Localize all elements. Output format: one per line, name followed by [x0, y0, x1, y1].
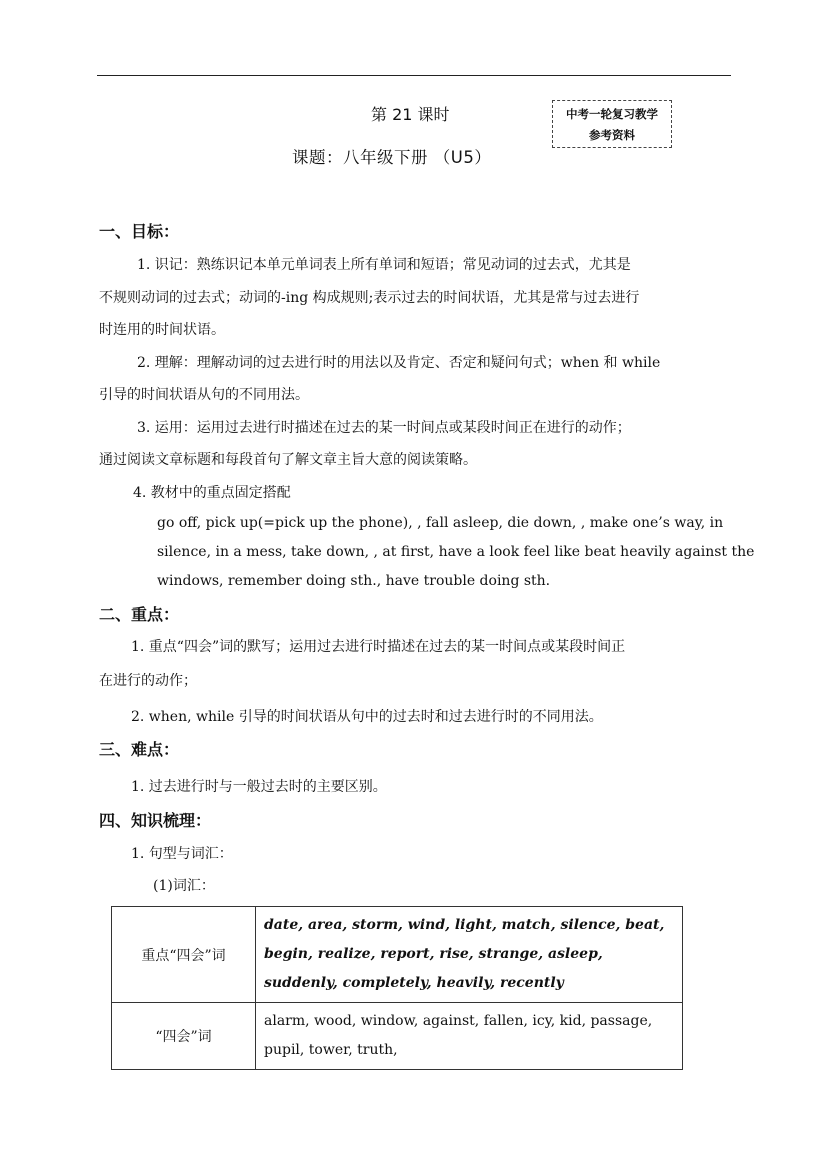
- header-rule: [97, 75, 731, 76]
- lesson-subject: 课题：八年级下册 （U5）: [292, 148, 492, 167]
- vocab-row-label: “四会”词: [112, 1003, 256, 1070]
- goal-4-line-2: silence, in a mess, take down, , at first, have a look feel like beat heavily against the: [157, 544, 755, 560]
- stamp-line-2: 参考资料: [589, 128, 635, 142]
- vocab-row-label: 重点“四会”词: [112, 907, 256, 1003]
- goal-2-line-1: 2. 理解：理解动词的过去进行时的用法以及肯定、否定和疑问句式；when 和 while: [137, 355, 661, 371]
- goal-4-line-3: windows, remember doing sth., have trouble doing sth.: [157, 573, 551, 589]
- key-points-heading: 二、重点：: [99, 605, 180, 624]
- key-point-1-line-2: 在进行的动作；: [99, 673, 197, 689]
- goal-1-line-1: 1. 识记：熟练识记本单元单词表上所有单词和短语；常见动词的过去式，尤其是: [137, 257, 631, 273]
- lesson-number: 第 21 课时: [371, 105, 450, 124]
- goal-4-line-1: go off, pick up(=pick up the phone), , fall asleep, die down, , make one’s way, in: [157, 515, 724, 531]
- vocab-row-words: alarm, wood, window, against, fallen, icy, kid, passage, pupil, tower, truth,: [256, 1003, 683, 1070]
- table-row: [112, 1003, 683, 1070]
- vocab-row-words: date, area, storm, wind, light, match, silence, beat, begin, realize, report, rise, strange, asleep, suddenly, completely, heavily, recently: [256, 907, 683, 1003]
- knowledge-heading: 四、知识梳理：: [99, 811, 212, 830]
- key-point-1-line-1: 1. 重点“四会”词的默写；运用过去进行时描述在过去的某一时间点或某段时间正: [131, 639, 626, 655]
- table-row: [112, 907, 683, 1003]
- goal-3-line-1: 3. 运用：运用过去进行时描述在过去的某一时间点或某段时间正在进行的动作；: [137, 420, 631, 436]
- goal-1-line-3: 时连用的时间状语。: [99, 322, 225, 338]
- stamp-line-1: 中考一轮复习教学: [566, 107, 658, 121]
- key-point-2: 2. when, while 引导的时间状语从句中的过去时和过去进行时的不同用法。: [131, 709, 603, 725]
- goal-1-line-2: 不规则动词的过去式；动词的-ing 构成规则;表示过去的时间状语，尤其是常与过去进行: [99, 290, 640, 306]
- vocab-table: [111, 906, 683, 1070]
- goals-heading: 一、目标：: [99, 222, 180, 241]
- goal-3-line-2: 通过阅读文章标题和每段首句了解文章主旨大意的阅读策略。: [99, 452, 477, 468]
- goal-4-title: 4. 教材中的重点固定搭配: [133, 485, 291, 501]
- goal-2-line-2: 引导的时间状语从句的不同用法。: [99, 387, 309, 403]
- difficulty-1: 1. 过去进行时与一般过去时的主要区别。: [131, 779, 387, 795]
- knowledge-item-1-sub: (1)词汇：: [153, 878, 215, 894]
- reference-stamp: [552, 100, 672, 148]
- knowledge-item-1: 1. 句型与词汇：: [131, 846, 233, 862]
- difficulties-heading: 三、难点：: [99, 740, 180, 759]
